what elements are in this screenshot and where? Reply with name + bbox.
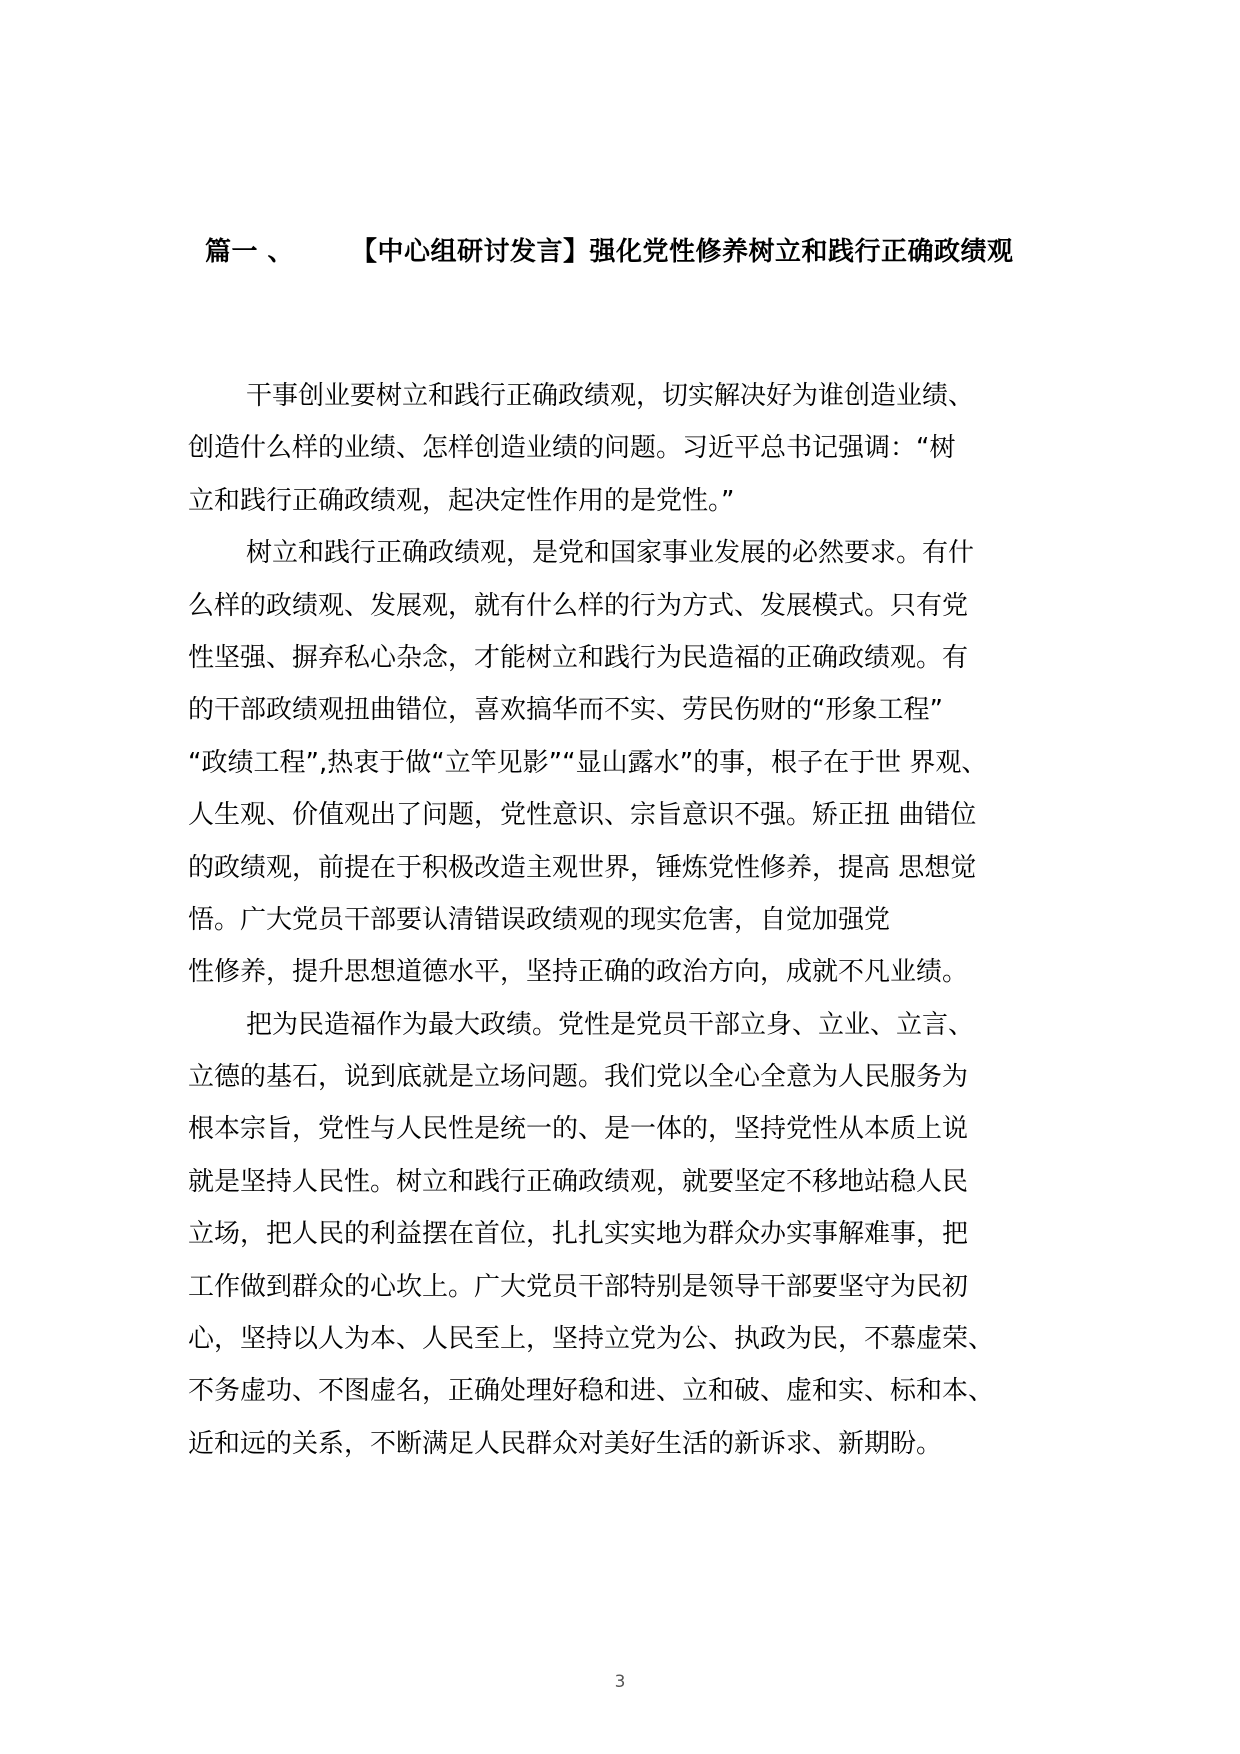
text-line: 的政绩观，前提在于积极改造主观世界，锤炼党性修养，提高 思想觉	[188, 852, 977, 883]
text-line: 工作做到群众的心坎上。广大党员干部特别是领导干部要坚守为民初	[188, 1271, 969, 1302]
text-line: 的干部政绩观扭曲错位，喜欢搞华而不实、劳民伤财的“形象工程”	[188, 695, 943, 726]
title-prefix: 篇一 、	[205, 237, 295, 267]
text-line: 悟。广大党员干部要认清错误政绩观的现实危害，自觉加强党	[188, 904, 891, 935]
text-line: 不务虚功、不图虚名，正确处理好稳和进、立和破、虚和实、标和本、	[188, 1376, 995, 1407]
text-line: 树立和践行正确政绩观，是党和国家事业发展的必然要求。有什	[246, 538, 975, 569]
text-line: 创造什么样的业绩、怎样创造业绩的问题。习近平总书记强调：“树	[188, 433, 956, 464]
text-line: 把为民造福作为最大政绩。党性是党员干部立身、立业、立言、	[246, 1009, 975, 1040]
text-line: 心，坚持以人为本、人民至上，坚持立党为公、执政为民，不慕虚荣、	[188, 1324, 995, 1355]
title-main: 【中心组研讨发言】强化党性修养树立和践行正确政绩观	[351, 237, 1014, 267]
text-line: 人生观、价值观出了问题，党性意识、宗旨意识不强。矫正扭 曲错位	[188, 800, 977, 831]
page-number: 3	[614, 1672, 626, 1692]
text-line: 根本宗旨，党性与人民性是统一的、是一体的，坚持党性从本质上说	[188, 1114, 969, 1145]
text-line: 性坚强、摒弃私心杂念，才能树立和践行为民造福的正确政绩观。有	[188, 642, 969, 673]
text-line: 近和远的关系，不断满足人民群众对美好生活的新诉求、新期盼。	[188, 1428, 943, 1459]
document-body	[188, 370, 1078, 1470]
text-line: 性修养，提升思想道德水平，坚持正确的政治方向，成就不凡业绩。	[188, 957, 969, 988]
text-line: 么样的政绩观、发展观，就有什么样的行为方式、发展模式。只有党	[188, 590, 969, 621]
text-line: 立德的基石，说到底就是立场问题。我们党以全心全意为人民服务为	[188, 1062, 969, 1093]
text-line: 立场，把人民的利益摆在首位，扎扎实实地为群众办实事解难事，把	[188, 1219, 969, 1250]
text-line: 就是坚持人民性。树立和践行正确政绩观，就要坚定不移地站稳人民	[188, 1166, 969, 1197]
text-line: “政绩工程”,热衷于做“立竿见影”“显山露水”的事，根子在于世 界观、	[188, 747, 988, 778]
text-line: 立和践行正确政绩观，起决定性作用的是党性。”	[188, 485, 735, 516]
text-line: 干事创业要树立和践行正确政绩观，切实解决好为谁创造业绩、	[246, 381, 975, 411]
document-title	[205, 232, 1165, 272]
